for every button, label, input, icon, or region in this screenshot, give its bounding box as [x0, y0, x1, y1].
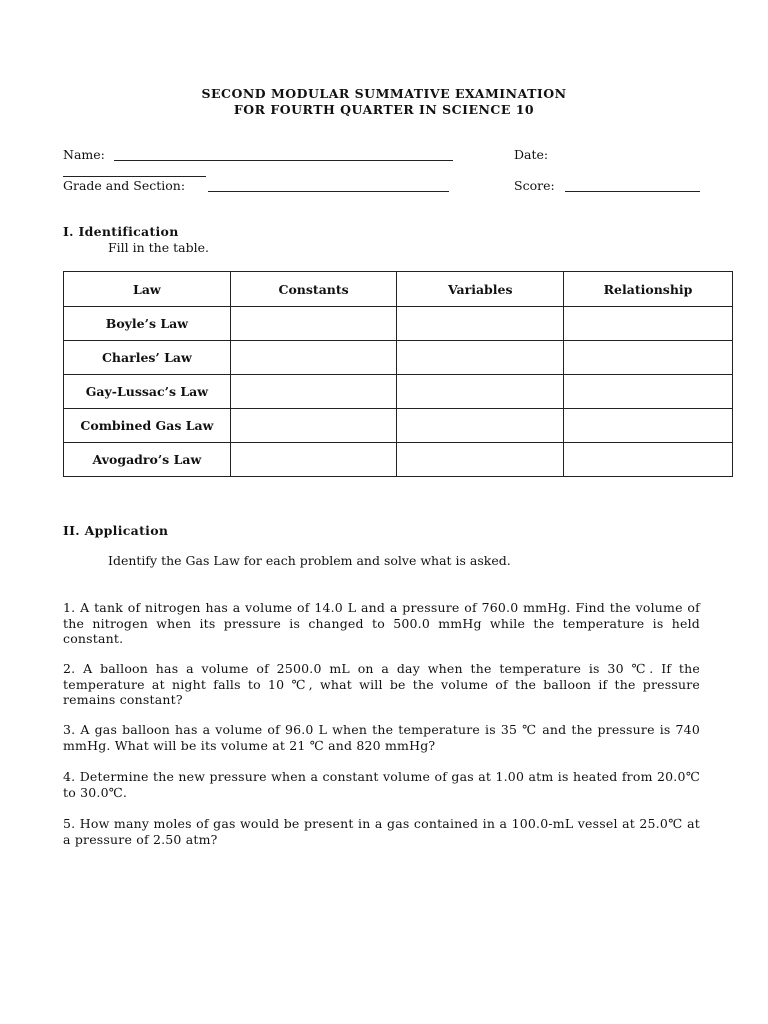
variables-cell[interactable]	[397, 443, 564, 477]
table-row	[64, 307, 733, 341]
section2-title: II. Application	[63, 523, 169, 538]
exam-title-line1: SECOND MODULAR SUMMATIVE EXAMINATION	[201, 86, 567, 101]
relationship-cell[interactable]	[564, 307, 733, 341]
header-constants: Constants	[230, 272, 397, 307]
table-header-row	[64, 272, 733, 307]
header-law: Law	[64, 272, 231, 307]
relationship-cell[interactable]	[564, 341, 733, 375]
question-2: 2. A balloon has a volume of 2500.0 mL on a day when the temperature is 30 ℃. If the temperature at night falls to 10 ℃, what will be the volume of the balloon if the pressure remains constant?	[63, 661, 700, 707]
variables-cell[interactable]	[397, 307, 564, 341]
relationship-cell[interactable]	[564, 409, 733, 443]
score-label: Score:	[514, 178, 555, 193]
question-5: 5. How many moles of gas would be present in a gas contained in a 100.0-mL vessel at 25.0℃ at a pressure of 2.50 atm?	[63, 816, 700, 847]
grade-section-label: Grade and Section:	[63, 178, 186, 193]
law-name-cell: Charles’ Law	[64, 341, 231, 375]
variables-cell[interactable]	[397, 341, 564, 375]
law-name-cell: Avogadro’s Law	[64, 443, 231, 477]
name-label: Name:	[63, 147, 105, 162]
section2-instruction: Identify the Gas Law for each problem and solve what is asked.	[108, 553, 511, 568]
table-row	[64, 409, 733, 443]
name-field[interactable]	[114, 160, 453, 161]
relationship-cell[interactable]	[564, 443, 733, 477]
constants-cell[interactable]	[230, 307, 397, 341]
name-field-continuation[interactable]	[63, 176, 206, 177]
law-name-cell: Gay-Lussac’s Law	[64, 375, 231, 409]
header-relationship: Relationship	[564, 272, 733, 307]
constants-cell[interactable]	[230, 375, 397, 409]
question-1: 1. A tank of nitrogen has a volume of 14.0 L and a pressure of 760.0 mmHg. Find the volume of the nitrogen when its pressure is changed to 500.0 mmHg while the temperature is held constant.	[63, 600, 700, 646]
table-row	[64, 443, 733, 477]
constants-cell[interactable]	[230, 341, 397, 375]
section1-instruction: Fill in the table.	[108, 240, 209, 255]
law-name-cell: Combined Gas Law	[64, 409, 231, 443]
constants-cell[interactable]	[230, 409, 397, 443]
relationship-cell[interactable]	[564, 375, 733, 409]
variables-cell[interactable]	[397, 409, 564, 443]
table-row	[64, 341, 733, 375]
variables-cell[interactable]	[397, 375, 564, 409]
gas-law-table	[63, 271, 733, 477]
law-name-cell: Boyle’s Law	[64, 307, 231, 341]
constants-cell[interactable]	[230, 443, 397, 477]
section1-title: I. Identification	[63, 224, 179, 239]
score-field[interactable]	[565, 191, 700, 192]
question-4: 4. Determine the new pressure when a constant volume of gas at 1.00 atm is heated from 20.0℃ to 30.0℃.	[63, 769, 700, 800]
question-3: 3. A gas balloon has a volume of 96.0 L when the temperature is 35 ℃ and the pressure is 740 mmHg. What will be its volume at 21 ℃ and 820 mmHg?	[63, 722, 700, 753]
date-label: Date:	[514, 147, 549, 162]
exam-title-line2: FOR FOURTH QUARTER IN SCIENCE 10	[233, 102, 535, 117]
grade-section-field[interactable]	[208, 191, 449, 192]
table-row	[64, 375, 733, 409]
header-variables: Variables	[397, 272, 564, 307]
